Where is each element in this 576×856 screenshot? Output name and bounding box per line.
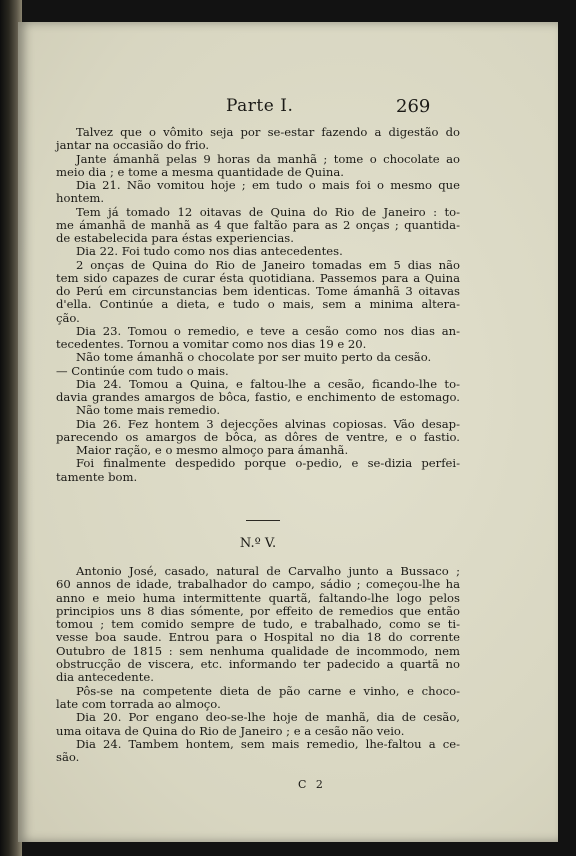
text-line: parecendo os amargos de bôca, as dôres de ventre, e o fastio. [56,429,460,444]
text-line: Dia 24. Tambem hontem, sem mais remedio, lhe-faltou a ce- [76,736,460,751]
text-line: Dia 26. Fez hontem 3 dejecções alvinas copiosas. Vão desap- [76,416,460,431]
text-line: jantar na occasião do frio. [56,138,210,153]
text-line: do Perú em circunstancias bem identicas. Tome ámanhã 3 oitavas [56,284,460,298]
text-line: Dia 24. Tomou a Quina, e faltou-lhe a cesão, ficando-lhe to- [76,376,460,391]
text-line: são. [56,750,80,765]
text-line: anno e meio huma intermittente quartã, faltando-lhe logo pelos [56,590,460,605]
text-line: principios uns 8 dias sómente, por effeito de remedios que então [56,603,460,618]
text-line: Dia 20. Por engano deo-se-lhe hoje de manhã, dia de cesão, [76,710,460,725]
text-line: Tem já tomado 12 oitavas de Quina do Rio de Janeiro : to- [76,204,460,219]
section-heading: N.º V. [239,536,277,551]
text-line: late com torrada ao almoço. [56,696,221,711]
text-line: davia grandes amargos de bôca, fastio, e enchimento de estomago. [56,390,460,404]
text-line: — Continúe com tudo o mais. [56,363,229,378]
text-line: Jante ámanhã pelas 9 horas da manhã ; tome o chocolate ao [76,151,460,166]
text-line: Não tome mais remedio. [76,403,220,418]
text-line: Dia 23. Tomou o remedio, e teve a cesão como nos dias an- [76,323,460,338]
text-line: Pôs-se na competente dieta de pão carne e vinho, e choco- [76,683,460,698]
text-line: Antonio José, casado, natural de Carvalho junto a Bussaco ; [76,564,460,578]
text-line: meio dia ; e tome a mesma quantidade de Quina. [56,164,344,179]
text-line: 2 onças de Quina do Rio de Janeiro tomadas em 5 dias não [76,257,460,272]
text-line: obstrucção de viscera, etc. informando ter padecido a quartã no [56,657,460,672]
text-line: tomou ; tem comido sempre de tudo, e trabalhado, como se ti- [56,617,460,632]
signature-mark: C 2 [298,778,326,791]
text-line: tem sido capazes de curar ésta quotidiana. Passemos para a Quina [56,270,460,285]
text-line: tamente bom. [56,469,138,484]
text-line: me ámanhã de manhã as 4 que faltão para as 2 onças ; quantida- [56,217,460,232]
page-header [18,94,558,124]
case-report-text [56,565,460,764]
text-line: tecedentes. Tornou a vomitar como nos dias 19 e 20. [56,337,367,351]
text-line: Não tome ámanhã o chocolate por ser muito perto da cesão. [76,350,432,365]
section-divider [246,520,280,521]
text-line: Talvez que o vômito seja por se-estar fazendo a digestão do [76,125,460,139]
text-line: vesse boa saude. Entrou para o Hospital no dia 18 do corrente [56,630,460,645]
text-line: de estabelecida para éstas experiencias. [56,231,294,245]
text-line: uma oitava de Quina do Rio de Janeiro ; e a cesão não veio. [56,723,405,738]
case-continuation-text [56,126,460,484]
text-line: Dia 21. Não vomitou hoje ; em tudo o mais foi o mesmo que [76,178,460,192]
text-line: Maior ração, e o mesmo almoço para ámanhã. [76,443,349,457]
page-number: 269 [396,96,431,117]
text-line: hontem. [56,191,105,206]
text-line: Outubro de 1815 : sem nenhuma qualidade de incommodo, nem [56,643,460,658]
book-page [18,22,558,842]
text-line: Dia 22. Foi tudo como nos dias antecedentes. [76,244,343,259]
text-line: d'ella. Continúe a dieta, e tudo o mais, sem a minima altera- [56,297,460,312]
text-line: Foi finalmente despedido porque o-pedio, e se-dizia perfei- [76,456,460,471]
running-head: Parte I. [226,96,294,116]
text-line: ção. [56,310,80,325]
text-line: dia antecedente. [56,670,154,685]
text-line: 60 annos de idade, trabalhador do campo, sádio ; começou-lhe ha [56,577,460,592]
